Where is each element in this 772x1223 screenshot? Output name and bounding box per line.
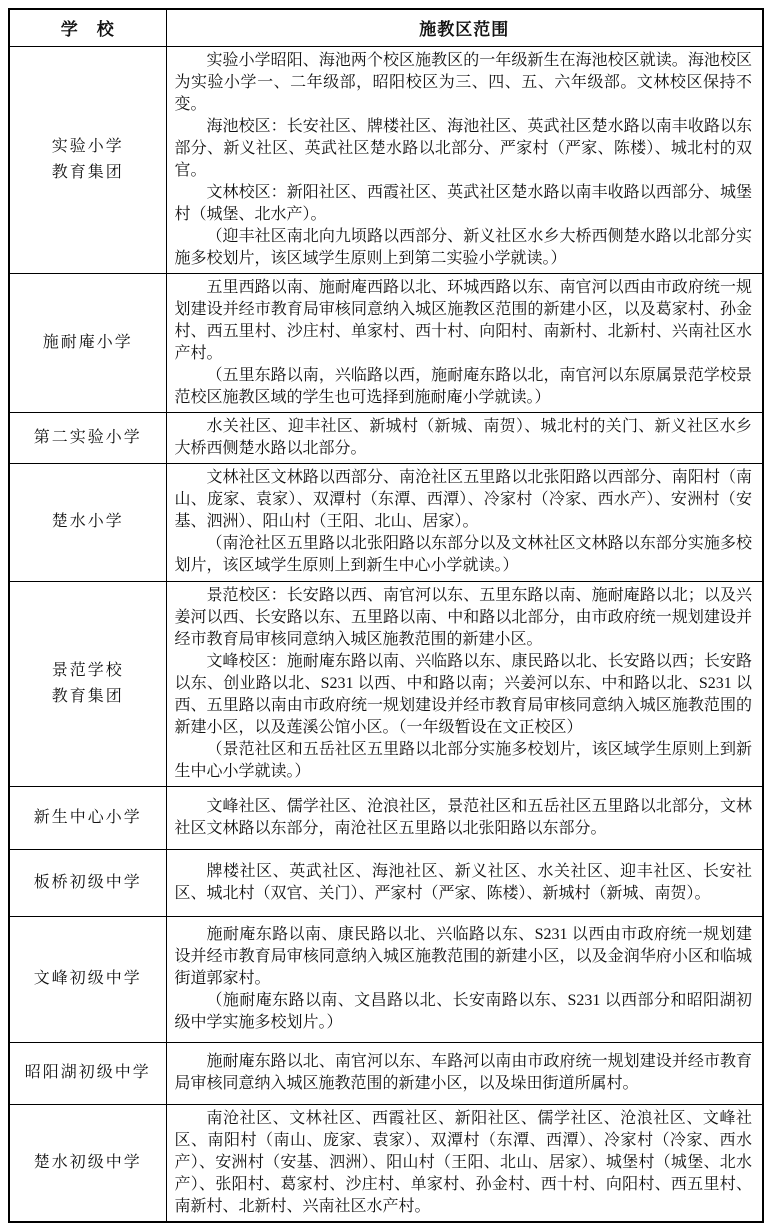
district-range-paragraph: 文峰社区、儒学社区、沧浪社区，景范社区和五岳社区五里路以北部分，文林社区文林路以东部分，南沧社区五里路以北张阳路以东部分。	[174, 797, 752, 837]
header-school-column: 学 校	[9, 9, 166, 46]
district-range-cell	[166, 46, 763, 273]
table-row	[9, 463, 763, 581]
district-range-paragraph: 海池校区：长安社区、牌楼社区、海池社区、英武社区楚水路以南丰收路以东部分、新义社区、英武社区楚水路以北部分、严家村（严家、陈楼）、城北村的双官。	[174, 117, 752, 179]
table-row	[9, 581, 763, 786]
school-name-cell	[9, 1104, 166, 1222]
school-name-line: 板桥初级中学	[33, 873, 142, 891]
school-name-cell	[9, 916, 166, 1042]
table-row	[9, 849, 763, 916]
school-name-line: 文峰初级中学	[33, 970, 142, 987]
district-range-paragraph: 文林校区：新阳社区、西霞社区、英武社区楚水路以南丰收路以西部分、城堡村（城堡、北水产）。	[174, 183, 752, 223]
school-name-cell	[9, 412, 166, 463]
school-name-line: 第二实验小学	[33, 428, 142, 446]
district-range-paragraph: 施耐庵东路以北、南官河以东、车路河以南由市政府统一规划建设并经市教育局审核同意纳入城区施教范围的新建小区，以及垛田街道所属村。	[174, 1053, 752, 1092]
table-row	[9, 412, 763, 463]
district-range-paragraph: （迎丰社区南北向九顷路以西部分、新义社区水乡大桥西侧楚水路以北部分实施多校划片，该区域学生原则上到第二实验小学就读。）	[174, 227, 752, 267]
district-range-cell	[166, 916, 763, 1042]
district-range-paragraph: 实验小学昭阳、海池两个校区施教区的一年级新生在海池校区就读。海池校区为实验小学一、二年级部，昭阳校区为三、四、五、六年级部。文林校区保持不变。	[174, 51, 752, 113]
school-name-line: 施耐庵小学	[42, 333, 133, 351]
school-name-cell	[9, 786, 166, 849]
district-range-paragraph: 景范校区：长安路以西、南官河以东、五里东路以南、施耐庵路以北；以及兴姜河以西、长安路以东、五里路以南、中和路以北部分，由市政府统一规划建设并经市教育局审核同意纳入城区施教范围的新建小区。	[174, 586, 752, 648]
district-range-cell	[166, 849, 763, 916]
district-range-cell	[166, 581, 763, 786]
school-name-line: 新生中心小学	[33, 808, 142, 826]
school-name-line: 教育集团	[51, 687, 124, 705]
table-row	[9, 46, 763, 273]
district-range-paragraph: 五里西路以南、施耐庵西路以北、环城西路以东、南官河以西由市政府统一规划建设并经市教育局审核同意纳入城区施教区范围的新建小区，以及葛家村、孙金村、西五里村、沙庄村、单家村、西十村、向阳村、南新村、北新村、兴南社区水产村。	[174, 278, 752, 362]
district-range-paragraph: 水关社区、迎丰社区、新城村（新城、南贺）、城北村的关门、新义社区水乡大桥西侧楚水路以北部分。	[174, 417, 752, 457]
school-name-cell	[9, 46, 166, 273]
school-name-cell	[9, 273, 166, 412]
district-range-paragraph: （五里东路以南，兴临路以西，施耐庵东路以北，南官河以东原属景范学校景范校区施教区域的学生也可选择到施耐庵小学就读。）	[174, 366, 752, 406]
district-range-cell	[166, 412, 763, 463]
district-range-paragraph: （施耐庵东路以南、文昌路以北、长安南路以东、S231 以西部分和昭阳湖初级中学实施多校划片。）	[174, 992, 752, 1031]
district-range-paragraph: 施耐庵东路以南、康民路以北、兴临路以东、S231 以西由市政府统一规划建设并经市教育局审核同意纳入城区施教范围的新建小区，以及金润华府小区和临城街道郭家村。	[174, 926, 752, 987]
school-name-line: 昭阳湖初级中学	[24, 1064, 151, 1081]
school-name-cell	[9, 1042, 166, 1104]
table-row	[9, 786, 763, 849]
table-header-row	[9, 9, 763, 46]
district-range-paragraph: 南沧社区、文林社区、西霞社区、新阳社区、儒学社区、沧浪社区、文峰社区、南阳村（南山、庞家、袁家）、双潭村（东潭、西潭）、冷家村（冷家、西水产）、安洲村（安基、泗洲）、阳山村（王阳、北山、居家）、城堡村（城堡、北水产）、张阳村、葛家村、沙庄村、单家村、孙金村、西十村、向阳村、西五里村、南新村、北新村、兴南社区水产村。	[174, 1109, 752, 1215]
district-range-cell	[166, 1104, 763, 1222]
school-name-cell	[9, 463, 166, 581]
school-name-line: 实验小学	[51, 137, 124, 155]
district-range-paragraph: 文林社区文林路以西部分、南沧社区五里路以北张阳路以西部分、南阳村（南山、庞家、袁家）、双潭村（东潭、西潭）、冷家村（冷家、西水产）、安洲村（安基、泗洲）、阳山村（王阳、北山、居家）。	[174, 469, 752, 530]
district-range-paragraph: 牌楼社区、英武社区、海池社区、新义社区、水关社区、迎丰社区、长安社区、城北村（双官、关门）、严家村（严家、陈楼）、新城村（新城、南贺）。	[174, 862, 752, 902]
district-range-cell	[166, 273, 763, 412]
district-range-cell	[166, 786, 763, 849]
table-row	[9, 1104, 763, 1222]
school-name-line: 楚水初级中学	[33, 1153, 142, 1171]
table-row	[9, 916, 763, 1042]
district-range-cell	[166, 463, 763, 581]
header-range-column: 施教区范围	[166, 9, 763, 46]
table-row	[9, 273, 763, 412]
table-body	[9, 46, 763, 1222]
district-range-paragraph: （南沧社区五里路以北张阳路以东部分以及文林社区文林路以东部分实施多校划片，该区域学生原则上到新生中心小学就读。）	[174, 535, 752, 574]
district-range-cell	[166, 1042, 763, 1104]
school-name-cell	[9, 581, 166, 786]
school-name-line: 景范学校	[51, 661, 124, 679]
school-name-cell	[9, 849, 166, 916]
district-range-paragraph: 文峰校区：施耐庵东路以南、兴临路以东、康民路以北、长安路以西；长安路以东、创业路以北、S231 以西、中和路以南；兴姜河以东、中和路以北、S231 以西、五里路以南由市政府统一规划建设并经市教育局审核同意纳入城区施教范围的新建小区，以及莲溪公馆小区。（一年级暂设在文正校区）	[174, 652, 752, 736]
school-name-line: 楚水小学	[51, 513, 124, 530]
district-range-paragraph: （景范社区和五岳社区五里路以北部分实施多校划片，该区域学生原则上到新生中心小学就读。）	[174, 740, 752, 780]
table-row	[9, 1042, 763, 1104]
school-district-table	[8, 8, 764, 1223]
school-name-line: 教育集团	[51, 163, 124, 181]
